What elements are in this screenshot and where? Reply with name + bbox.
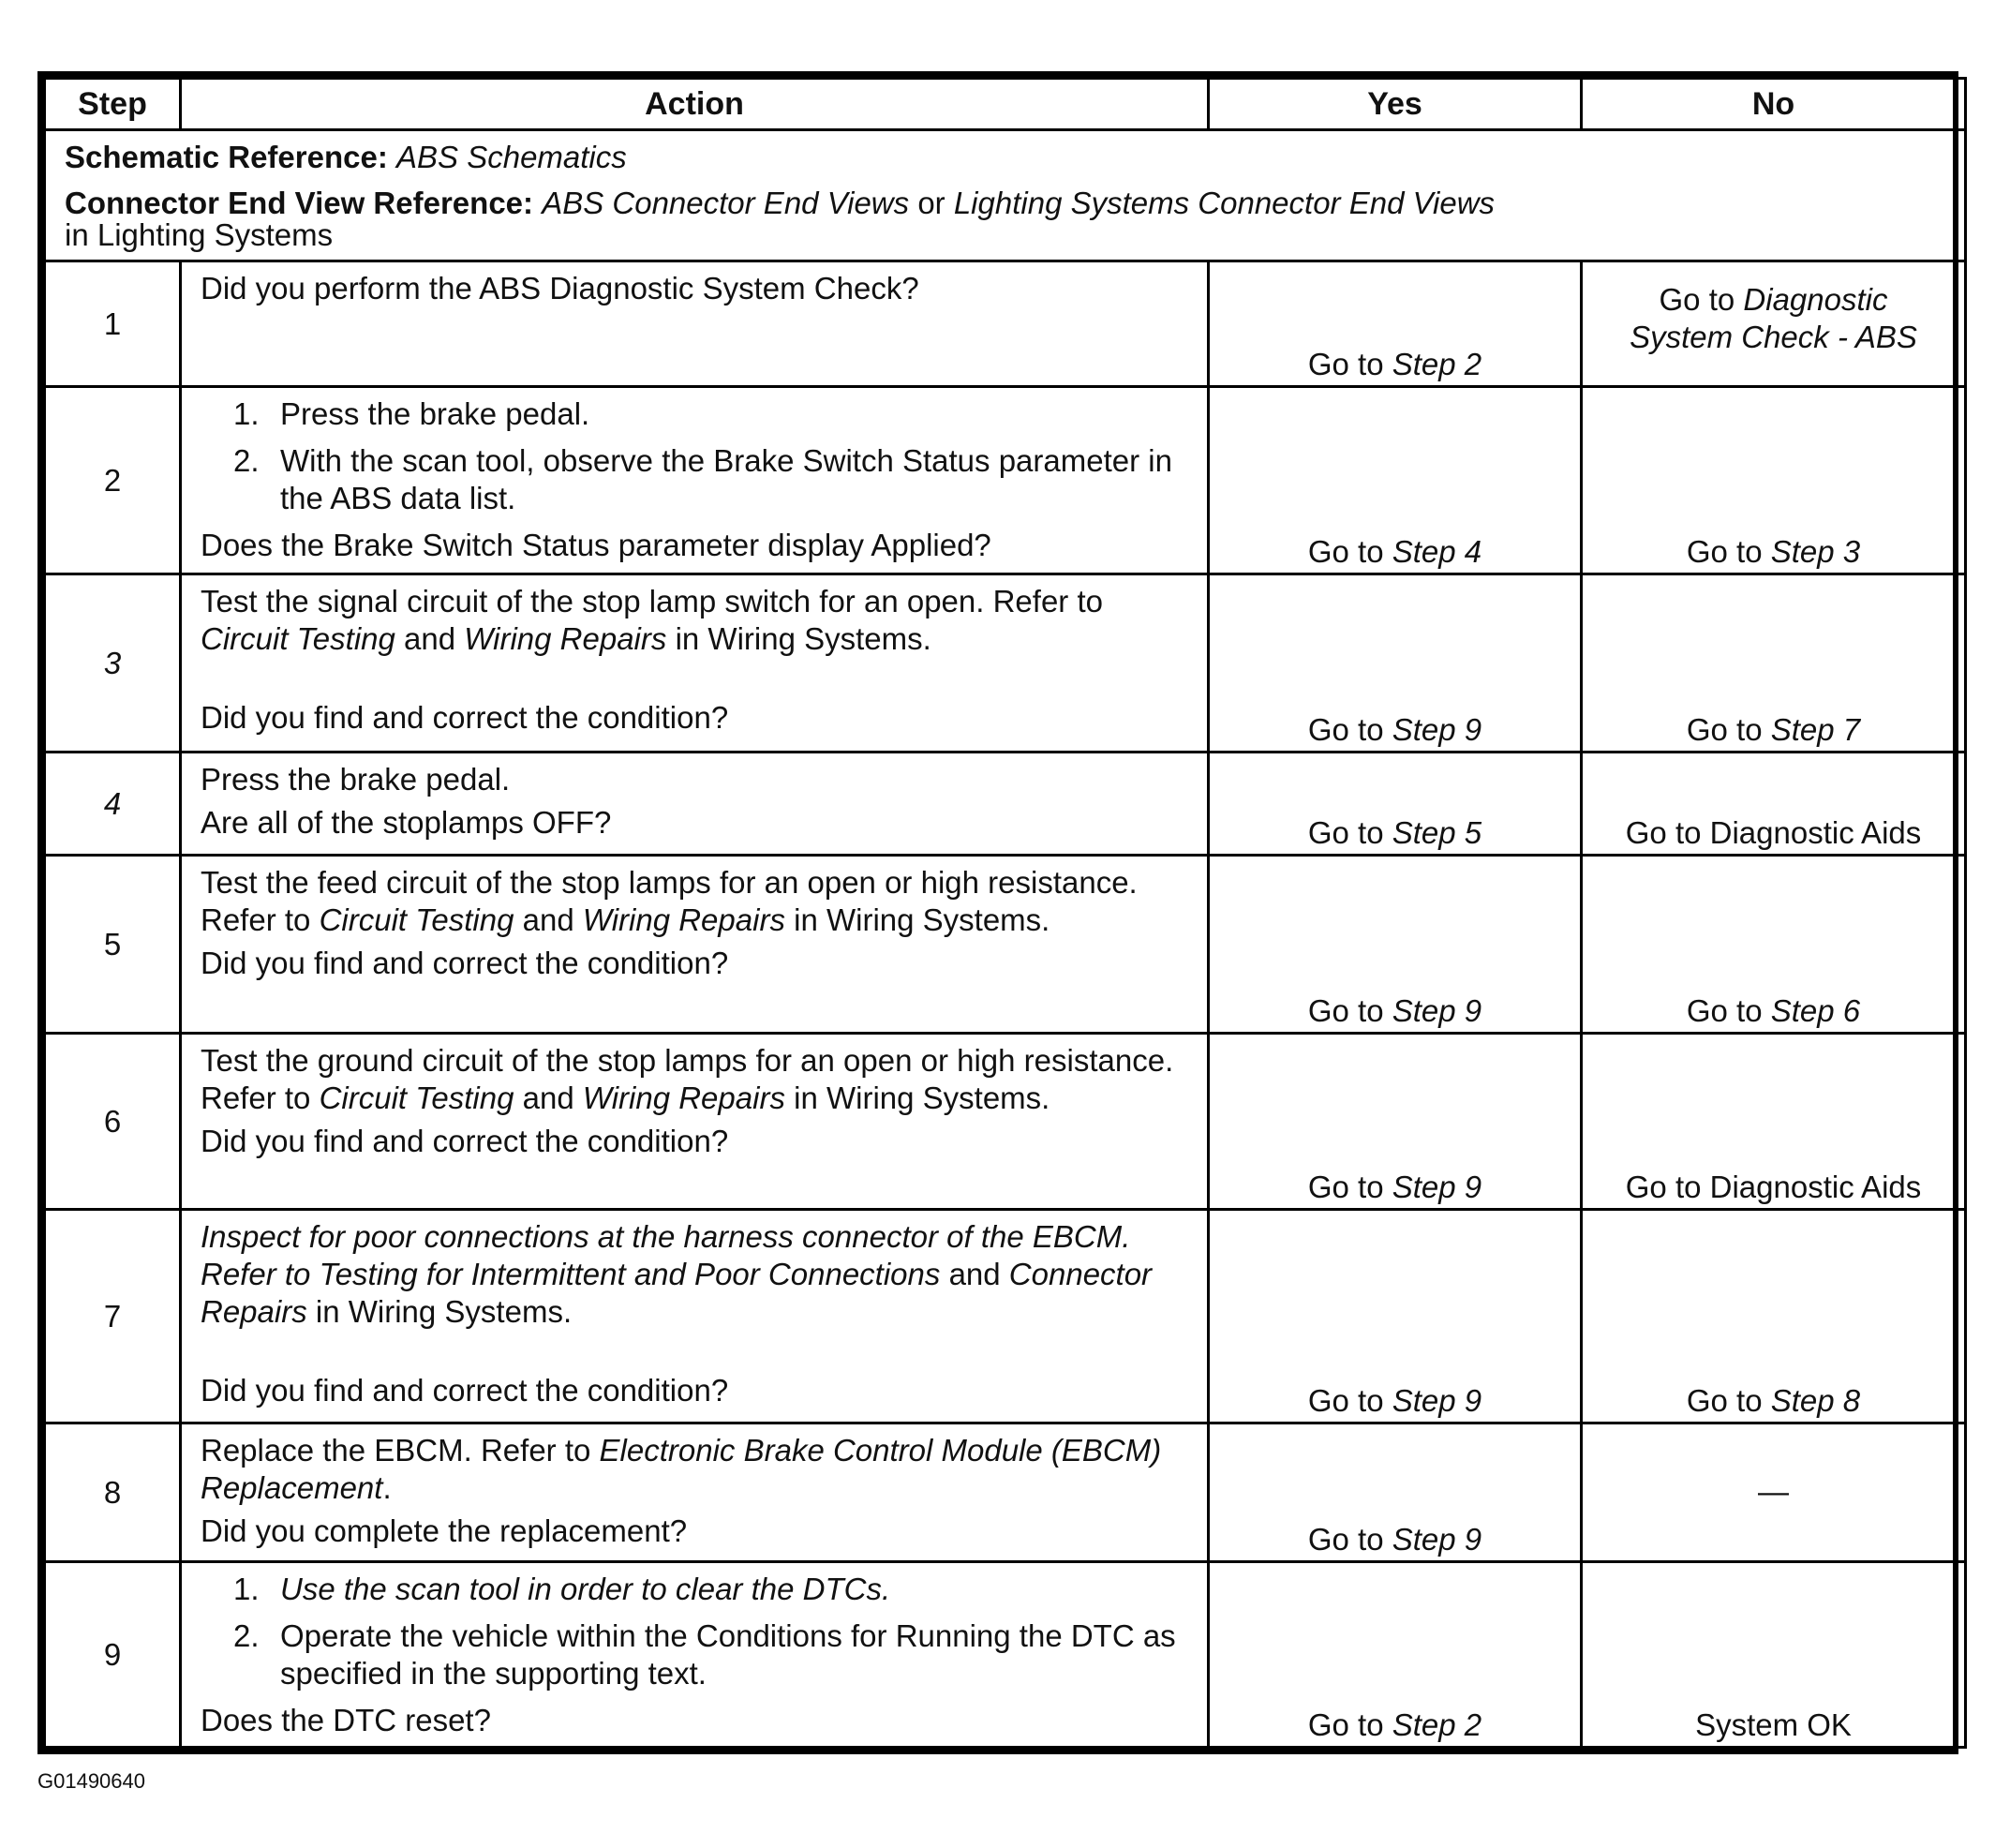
connector-reference [65,187,1945,251]
diagnostic-table-frame [37,71,1958,1754]
action-cell [181,1034,1209,1210]
header-action: Action [181,79,1209,130]
action-cell [181,856,1209,1034]
schematic-reference [65,139,1945,176]
step-number: 3 [45,574,181,753]
action-instruction: Press the brake pedal. [201,762,511,797]
action-cell [181,387,1209,574]
action-question: Did you find and correct the condition? [201,700,729,735]
step-number: 6 [45,1034,181,1210]
action-question: Does the Brake Switch Status parameter display Applied? [201,528,991,562]
no-cell [1582,753,1966,856]
connector-label: Connector End View Reference: [65,186,534,220]
header-row [45,79,1966,130]
no-link-line2[interactable]: System Check - ABS [1630,320,1917,354]
reference-row [45,130,1966,261]
no-cell: Go to Step 8 [1582,1210,1966,1423]
no-result: System OK [1695,1707,1852,1742]
table-row [45,387,1966,574]
step-number: 1 [45,261,181,387]
yes-link[interactable]: Step 5 [1392,815,1482,850]
step-number: 8 [45,1423,181,1562]
connector-tail: in Lighting Systems [65,217,334,252]
action-question: Did you complete the replacement? [201,1513,688,1548]
table-row [45,1562,1966,1748]
yes-link[interactable]: Step 4 [1392,534,1482,569]
yes-cell: Go to Step 9 [1209,1210,1582,1423]
no-link[interactable]: Diagnostic [1743,282,1888,317]
yes-link[interactable]: Step 9 [1392,1522,1482,1557]
yes-cell: Go to Step 2 [1209,1562,1582,1748]
step-number: 9 [45,1562,181,1748]
no-dash: — [1758,1473,1789,1509]
action-cell [181,1423,1209,1562]
action-question: Does the DTC reset? [201,1703,491,1737]
figure-id: G01490640 [37,1769,145,1793]
yes-cell: Go to Step 4 [1209,387,1582,574]
action-question: Did you find and correct the condition? [201,1373,729,1408]
yes-link[interactable]: Step 9 [1392,712,1482,747]
schematic-value: ABS Schematics [396,140,627,174]
table-row [45,261,1966,387]
no-link[interactable]: Go to Diagnostic Aids [1625,1170,1922,1204]
action-question: Are all of the stoplamps OFF? [201,805,612,840]
action-list [201,395,1188,517]
step-number: 7 [45,1210,181,1423]
yes-link[interactable]: Step 9 [1392,1383,1482,1418]
action-question: Did you find and correct the condition? [201,1124,729,1158]
list-item: 2. Operate the vehicle within the Conditions for Running the DTC as specified in the supporting text. [233,1618,1176,1691]
table-row [45,753,1966,856]
no-cell [1582,1423,1966,1562]
yes-cell: Go to Step 9 [1209,574,1582,753]
action-instruction: Replace the EBCM. Refer to Electronic Brake Control Module (EBCM) Replacement. [201,1433,1162,1505]
connector-value-2: Lighting Systems Connector End Views [953,186,1496,220]
schematic-label: Schematic Reference: [65,140,388,174]
action-question: Did you find and correct the condition? [201,946,729,980]
yes-link[interactable]: Step 9 [1392,993,1482,1028]
action-instruction: Test the signal circuit of the stop lamp switch for an open. Refer to Circuit Testing and Wiring Repairs in Wiring Systems. [201,584,1103,656]
action-list [201,1571,1188,1692]
step-number: 5 [45,856,181,1034]
yes-cell [1209,261,1582,387]
action-instruction: Inspect for poor connections at the harness connector of the EBCM. Refer to Testing for Intermittent and Poor Connections and Connector Repairs in Wiring Systems. [201,1219,1153,1329]
yes-cell: Go to Step 9 [1209,1423,1582,1562]
no-prefix: Go to [1659,282,1735,317]
action-cell [181,1562,1209,1748]
no-cell: Go to Step 3 [1582,387,1966,574]
yes-link[interactable]: Step 9 [1392,1170,1482,1204]
action-cell [181,753,1209,856]
yes-cell: Go to Step 9 [1209,856,1582,1034]
list-item: 1. Press the brake pedal. [233,396,590,431]
no-link[interactable]: Go to Diagnostic Aids [1625,815,1922,850]
list-item: 1. Use the scan tool in order to clear the DTCs. [233,1572,891,1606]
table-row [45,1210,1966,1423]
no-link[interactable]: Step 7 [1770,712,1861,747]
yes-link[interactable]: Step 2 [1392,347,1482,381]
action-cell [181,1210,1209,1423]
connector-value-1: ABS Connector End Views [542,186,910,220]
step-number: 2 [45,387,181,574]
no-cell [1582,1562,1966,1748]
action-instruction: Test the ground circuit of the stop lamps for an open or high resistance. Refer to Circuit Testing and Wiring Repairs in Wiring Systems. [201,1043,1174,1115]
yes-prefix: Go to [1307,347,1384,381]
action-cell [181,261,1209,387]
diagnostic-table [43,77,1967,1749]
action-question: Did you perform the ABS Diagnostic System Check? [201,271,919,306]
yes-cell: Go to Step 5 [1209,753,1582,856]
no-cell: Go to Step 6 [1582,856,1966,1034]
no-link[interactable]: Step 8 [1770,1383,1861,1418]
table-row [45,1034,1966,1210]
step-number: 4 [45,753,181,856]
table-row [45,1423,1966,1562]
table-row [45,574,1966,753]
reference-cell [45,130,1966,261]
no-cell: Go to Step 7 [1582,574,1966,753]
list-item: 2. With the scan tool, observe the Brake Switch Status parameter in the ABS data list. [233,443,1172,515]
action-instruction: Test the feed circuit of the stop lamps for an open or high resistance. Refer to Circuit Testing and Wiring Repairs in Wiring Systems. [201,865,1138,937]
connector-or: or [917,186,945,220]
table-row [45,856,1966,1034]
no-link[interactable]: Step 6 [1770,993,1861,1028]
no-link[interactable]: Step 3 [1770,534,1861,569]
yes-link[interactable]: Step 2 [1392,1707,1482,1742]
action-cell [181,574,1209,753]
yes-cell: Go to Step 9 [1209,1034,1582,1210]
no-cell [1582,261,1966,387]
header-step: Step [45,79,181,130]
header-no: No [1582,79,1966,130]
header-yes: Yes [1209,79,1582,130]
no-cell [1582,1034,1966,1210]
